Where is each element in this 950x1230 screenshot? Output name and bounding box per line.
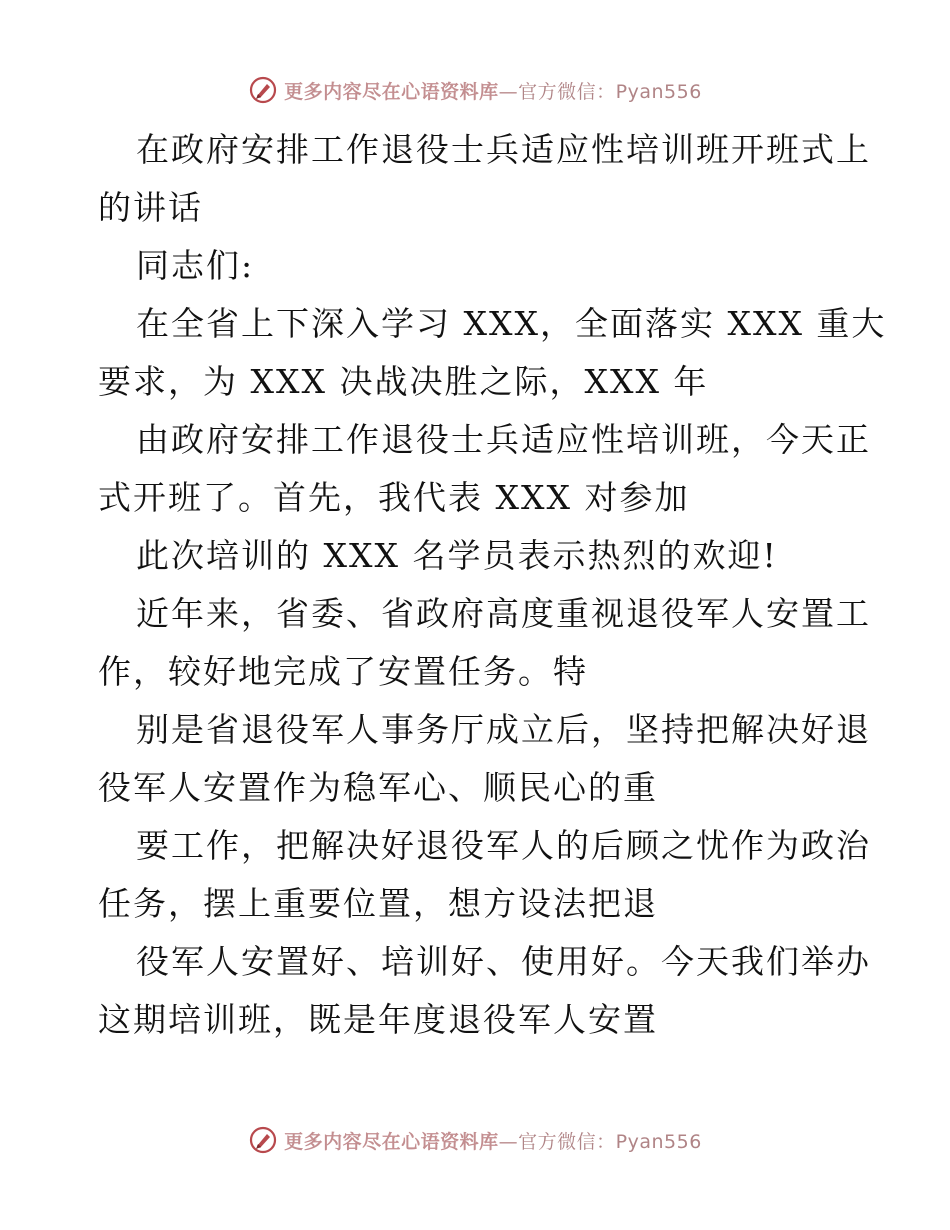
watermark-wechat: 官方微信：Pyan556 <box>518 80 702 103</box>
text-line: 这期培训班，既是年度退役军人安置 <box>98 1000 658 1039</box>
text-line: 要工作，把解决好退役军人的后顾之忧作为政治 <box>136 826 871 865</box>
watermark-text <box>284 77 702 104</box>
text-line: 由政府安排工作退役士兵适应性培训班，今天正 <box>136 420 871 459</box>
pen-logo-icon <box>248 1125 278 1155</box>
text-line: 要求，为 XXX 决战决胜之际，XXX 年 <box>98 362 709 401</box>
watermark-dash: — <box>498 1130 519 1153</box>
document-body <box>98 121 887 1049</box>
text-line: 式开班了。首先，我代表 XXX 对参加 <box>98 478 690 517</box>
watermark-wechat: 官方微信：Pyan556 <box>518 1130 702 1153</box>
text-line: 近年来，省委、省政府高度重视退役军人安置工 <box>136 594 871 633</box>
watermark-dash: — <box>498 80 519 103</box>
text-line: 别是省退役军人事务厅成立后，坚持把解决好退 <box>136 710 871 749</box>
watermark-text <box>284 1127 702 1154</box>
text-line: 此次培训的 XXX 名学员表示热烈的欢迎! <box>136 536 778 575</box>
text-line: 的讲话 <box>98 188 203 227</box>
pen-logo-icon <box>248 75 278 105</box>
text-line: 役军人安置好、培训好、使用好。今天我们举办 <box>136 942 871 981</box>
text-line: 同志们: <box>136 246 255 285</box>
text-line: 在全省上下深入学习 XXX，全面落实 XXX 重大 <box>136 304 887 343</box>
text-line: 在政府安排工作退役士兵适应性培训班开班式上 <box>136 130 871 169</box>
footer-watermark <box>0 1122 950 1158</box>
text-line: 任务，摆上重要位置，想方设法把退 <box>98 884 658 923</box>
text-line: 作，较好地完成了安置任务。特 <box>98 652 588 691</box>
text-line: 役军人安置作为稳军心、顺民心的重 <box>98 768 658 807</box>
watermark-brand: 更多内容尽在心语资料库 <box>284 80 499 103</box>
header-watermark <box>0 72 950 108</box>
watermark-brand: 更多内容尽在心语资料库 <box>284 1130 499 1153</box>
